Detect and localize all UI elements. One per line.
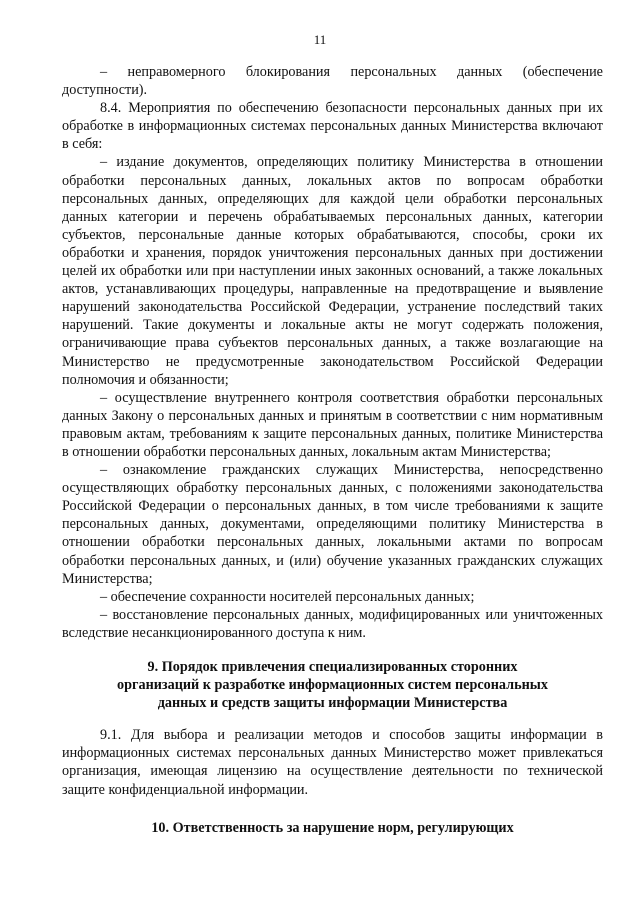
paragraph-media-safety: – обеспечение сохранности носителей персональных данных; xyxy=(100,588,475,605)
section-9-heading-line: 9. Порядок привлечения специализированных сторонних xyxy=(147,659,518,675)
paragraph-documents: – издание документов, определяющих политику Министерства в отношении обработки персональных данных, локальных актов по вопросам обработки персональных данных, определяющих для каждой цели обработки персональных данных категории и перечень обрабатываемых персональных данных, категории субъектов, персональные данные которых обрабатываются, способы, сроки их обработки и хранения, порядок уничтожения персональных данных при достижении целей их обработки или при наступлении иных законных оснований, а также локальных актов, устанавливающих процедуры, направленные на предотвращение и выявление нарушений законодательства Российской Федерации, устранение последствий таких нарушений. Такие документы и локальные акты не могут содержать положения, ограничивающие права субъектов персональных данных, а также возлагающие на Министерство не предусмотренные законодательством Российской Федерации полномочия и обязанности; xyxy=(62,154,603,388)
section-9-heading-line: данных и средств защиты информации Министерства xyxy=(157,695,508,712)
page-number: 11 xyxy=(313,32,327,47)
paragraph-internal-control: – осуществление внутреннего контроля соответствия обработки персональных данных Закону о персональных данных и принятым в соответствии с ним нормативным правовым актам, требованиям к защите персональных данных, политике Министерства в отношении обработки персональных данных, локальным актам Министерства; xyxy=(62,389,603,460)
paragraph-blocking: – неправомерного блокирования персональных данных (обеспечение доступности). xyxy=(62,64,603,99)
paragraph-8-4: 8.4. Мероприятия по обеспечению безопасности персональных данных при их обработке в информационных системах персональных данных Министерства включают в себя: xyxy=(62,100,603,153)
section-9-heading xyxy=(62,658,603,712)
paragraph-familiarization: – ознакомление гражданских служащих Министерства, непосредственно осуществляющих обработку персональных данных, с положениями законодательства Российской Федерации о персональных данных, в том числе требованиями к защите персональных данных, документами, определяющими политику Министерства в отношении обработки персональных данных, локальными актами по вопросам обработки персональных данных, и (или) обучение указанных гражданских служащих Министерства; xyxy=(62,462,603,587)
section-10-heading: 10. Ответственность за нарушение норм, регулирующих xyxy=(151,819,514,836)
document-body xyxy=(62,63,603,837)
paragraph-9-1: 9.1. Для выбора и реализации методов и способов защиты информации в информационных системах персональных данных Министерство может привлекаться организация, имеющая лицензию на осуществление деятельности по технической защите конфиденциальной информации. xyxy=(62,727,603,798)
section-9-heading-line: организаций к разработке информационных систем персональных xyxy=(117,677,548,694)
paragraph-restoration: – восстановление персональных данных, модифицированных или уничтоженных вследствие несанкционированного доступа к ним. xyxy=(62,606,603,641)
